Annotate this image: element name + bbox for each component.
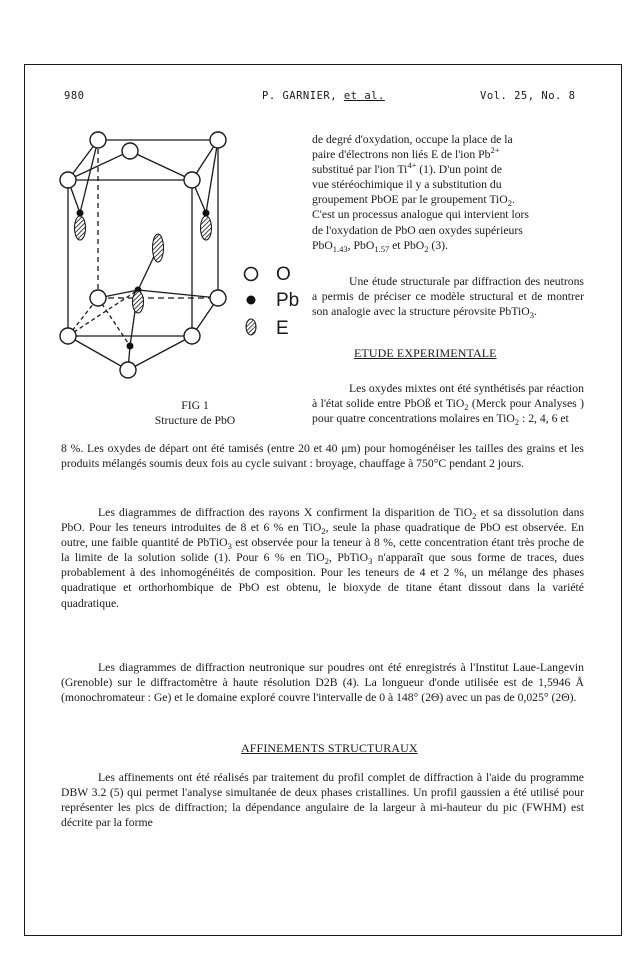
- refinements-paragraph-1: Les affinements ont été réalisés par traitement du profil complet de diffraction à l'aide du programme DBW 3.2 (5) qui permet l'analyse simultanée de deux phases cristallines. Un profil gaussien a été utilisé pour représenter les pics de diffraction; la dépendance angulaire de la largeur à mi-hauteur du pic (FWHM) est décrite par la forme: [61, 771, 584, 830]
- pbo-structure-figure: [58, 118, 298, 388]
- filled-dot-icon: [238, 288, 264, 314]
- figure-legend: [238, 262, 299, 342]
- right-column-paragraph-1: de degré d'oxydation, occupe la place de la paire d'électrons non liés E de l'ion $Pb^{2+}$ substitué par l'ion $Ti^{4+}$ (1). D'un point de vue stéréochimique il y a substitution du groupement PbOE par le groupement TiO$_2$. C'est un processus analogue qui intervient lors de l'oxydation de PbO αen oxydes supérieurs PbO$_{1.43}$, PbO$_{1.57}$ et PbO$_2$ (3).: [312, 133, 529, 254]
- journal-volume: Vol. 25, No. 8: [480, 90, 576, 102]
- page-number: 980: [64, 90, 85, 102]
- heading-refinements: AFFINEMENTS STRUCTURAUX: [241, 741, 418, 755]
- heading-experimental: ETUDE EXPERIMENTALE: [354, 346, 497, 360]
- experimental-paragraph-3: Les diagrammes de diffraction neutronique sur poudres ont été enregistrés à l'Institut Laue-Langevin (Grenoble) sur le diffractomètre à haute résolution D2B (4). La longueur d'onde utilisée est de 1,5946 Å (monochromateur : Ge) et le domaine exploré couvre l'intervalle de 0 à 148° (2Θ) avec un pas de 0,025° (2Θ).: [61, 661, 584, 705]
- running-authors: P. GARNIER, et al.: [262, 90, 385, 102]
- experimental-paragraph-1-right: Les oxydes mixtes ont été synthétisés par réaction à l'état solide entre PbOß et TiO$_2$ (Merck pour Analyses ) pour quatre concentrations molaires en TiO$_2$ : 2, 4, 6 et: [312, 382, 584, 428]
- hatched-lobe-icon: [238, 314, 264, 342]
- legend-item-lead: Pb: [238, 288, 299, 314]
- figure-caption-text: Structure de PbO: [154, 414, 236, 427]
- open-circle-icon: [238, 262, 264, 288]
- right-column-paragraph-2: Une étude structurale par diffraction des neutrons a permis de préciser ce modèle structural et de montrer son analogie avec la structure pérovsite PbTiO$_3$.: [312, 275, 584, 321]
- experimental-paragraph-1-continued: 8 %. Les oxydes de départ ont été tamisés (entre 20 et 40 μm) pour homogénéiser les tailles des grains et les produits mélangés soumis deux fois au cycle suivant : broyage, chauffage à 750°C pendant 2 jours.: [61, 442, 584, 471]
- figure-caption: [130, 398, 260, 428]
- experimental-paragraph-2: Les diagrammes de diffraction des rayons X confirment la disparition de TiO$_2$ et sa dissolution dans PbO. Pour les teneurs introduites de 8 et 6 % en TiO$_2$, seule la phase quadratique de PbO est observée. En outre, une faible quantité de PbTiO$_3$ est observée pour la teneur à 8 %, cette concentration étant très proche de la limite de la solution solide (1). Pour 6 % en TiO$_2$, PbTiO$_3$ n'apparaît que sous forme de traces, dues probablement à des inhomogénéités de composition. Pour les teneurs de 4 et 2 %, un mélange des phases quadratique et orthorhombique de PbO est obtenu, le bioxyde de titane étant dissout dans la variété quadratique.: [61, 506, 585, 610]
- legend-item-oxygen: O: [238, 262, 299, 288]
- legend-item-lone-pair: E: [238, 314, 299, 342]
- figure-caption-title: FIG 1: [181, 399, 209, 412]
